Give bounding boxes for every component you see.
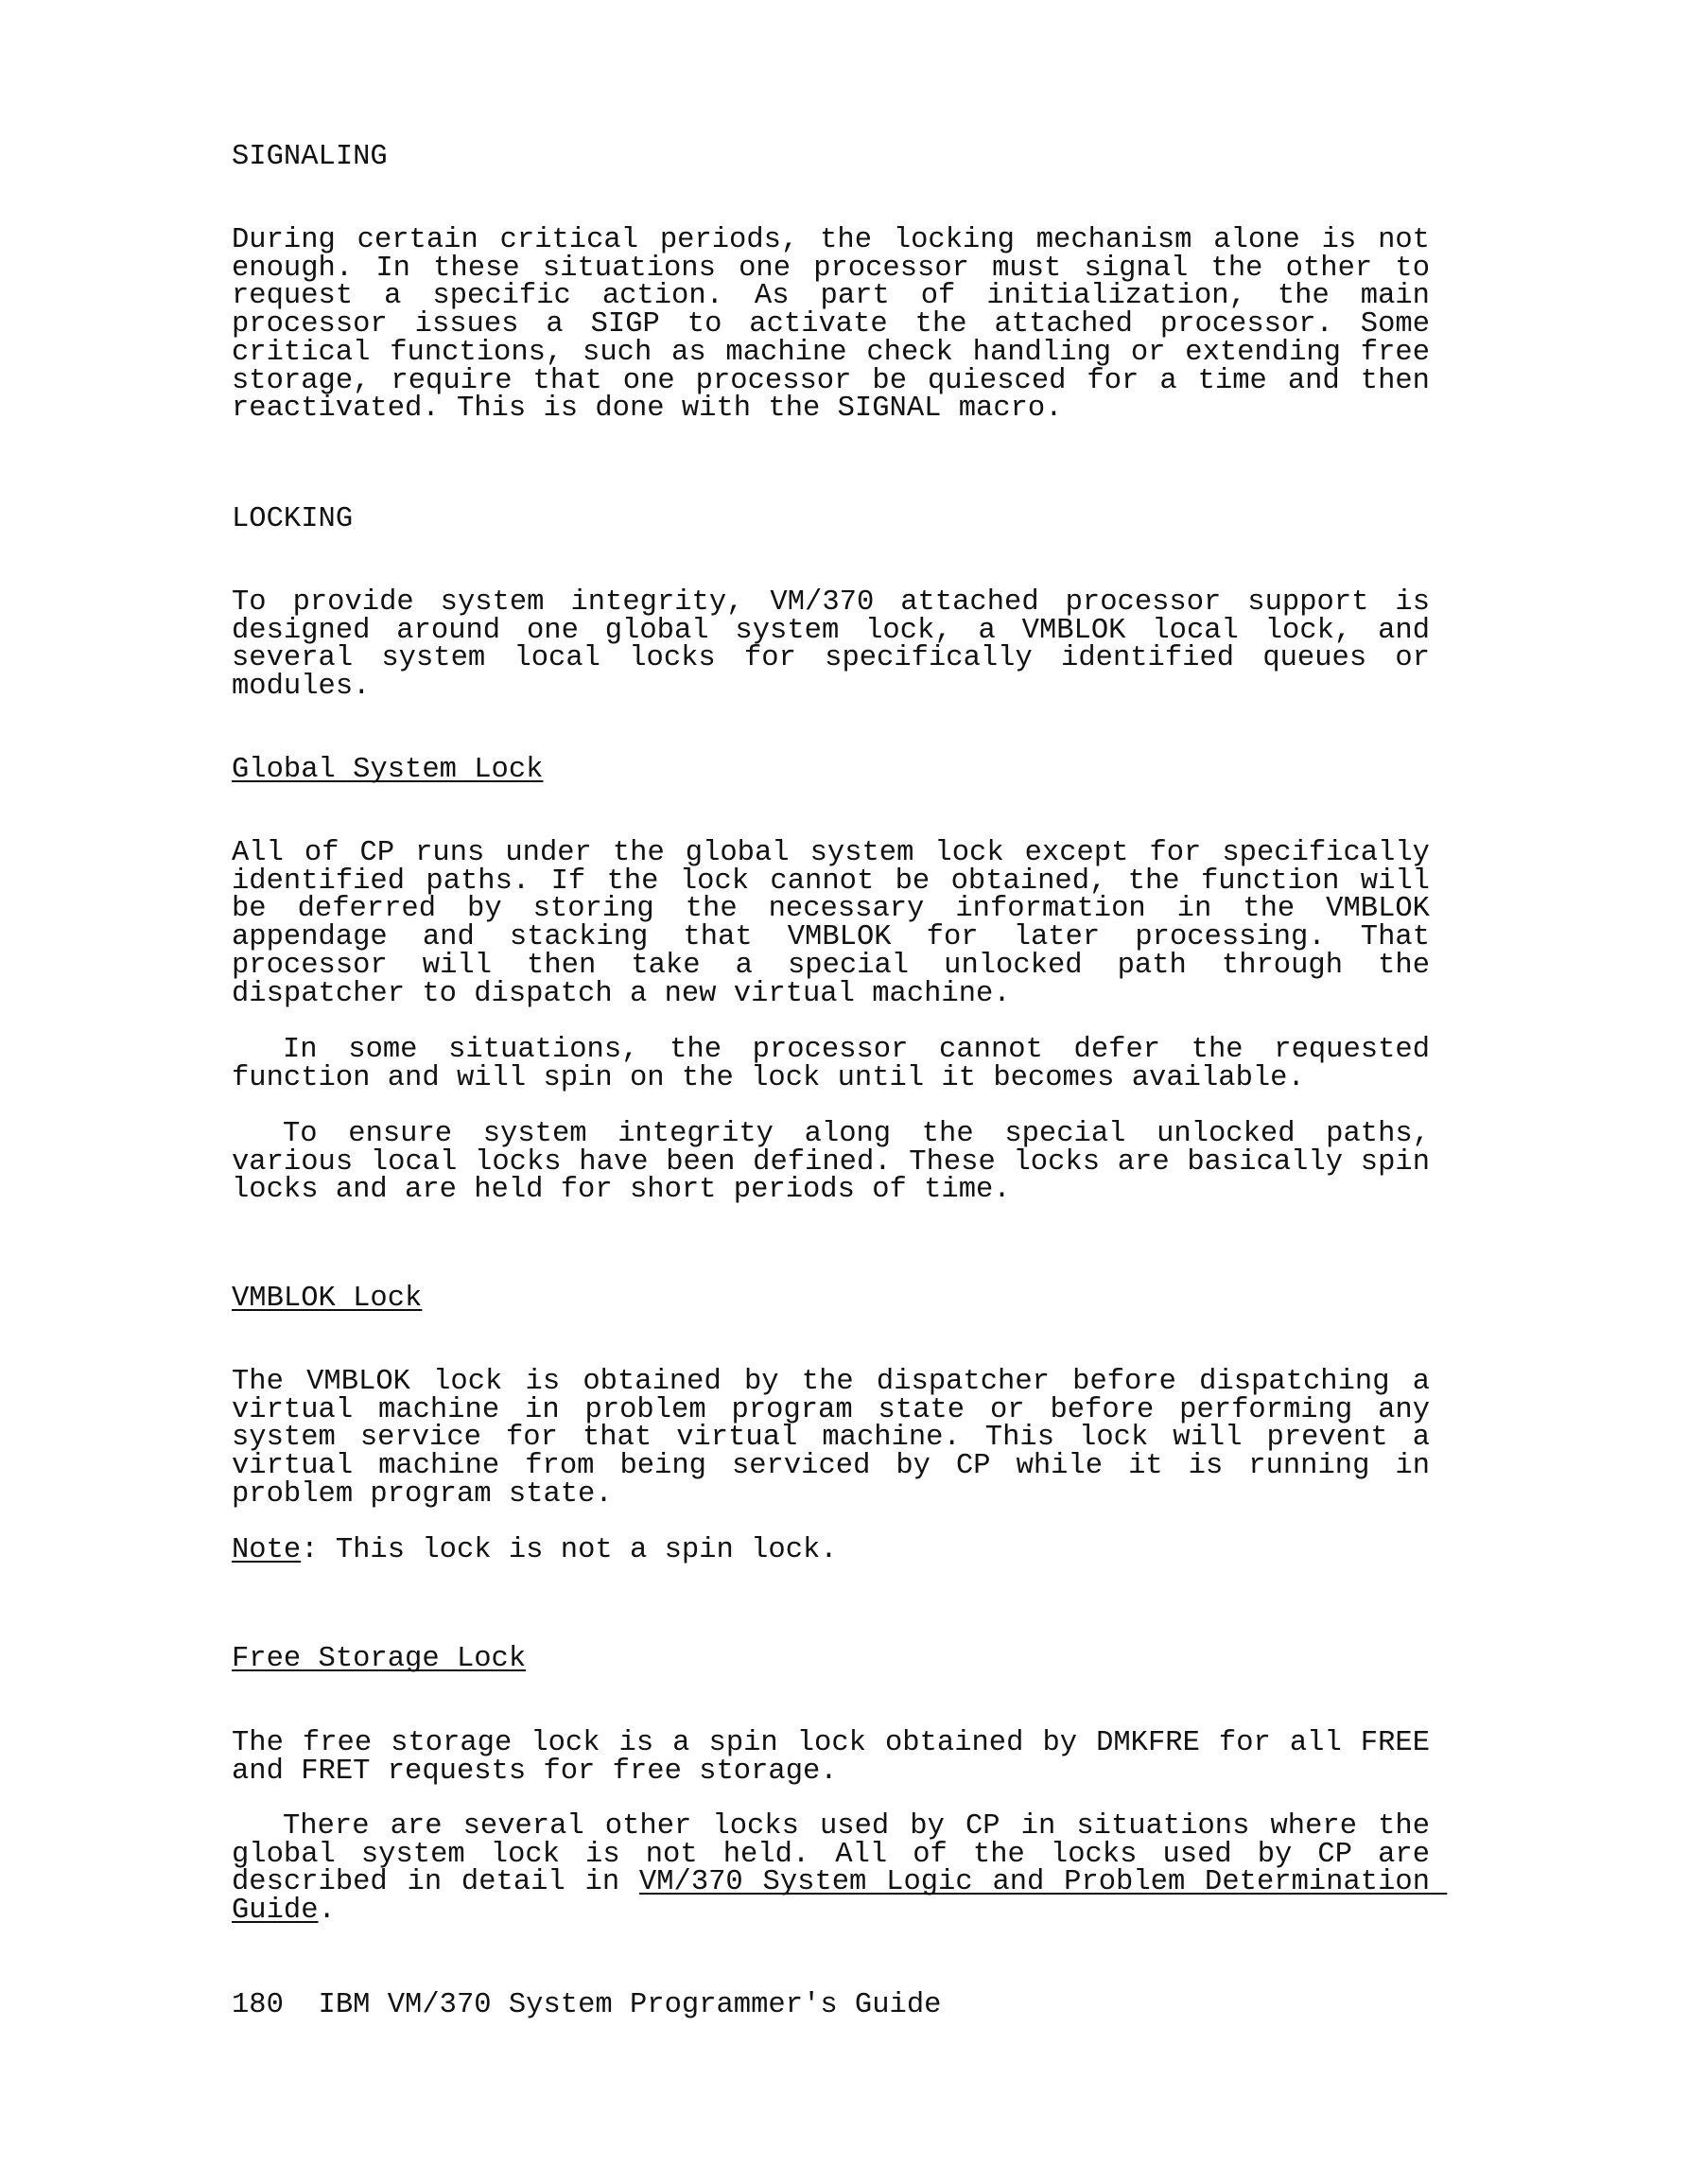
paragraph-free-storage-2-text: There are several other locks used by CP in situations where the global system lock is not held. All of the locks used by CP are described in detail in xyxy=(232,1810,1448,1899)
paragraph-global-lock-1: All of CP runs under the global system lock except for specifically identified paths. If the lock cannot be obtained, the function will be deferred by storing the necessary information in the VMBLOK appendage and stacking that VMBLOK for later processing. That processor will then take a special unlocked path through the dispatcher to dispatch a new virtual machine. xyxy=(232,837,1448,1010)
heading-vmblok-lock: VMBLOK Lock xyxy=(232,1283,423,1315)
paragraph-free-storage-2 xyxy=(232,1810,1448,1928)
paragraph-signaling-1: During certain critical periods, the locking mechanism alone is not enough. In these situations one processor must signal the other to request a specific action. As part of initialization, the main processor issues a SIGP to activate the attached processor. Some critical functions, such as machine check handling or extending free storage, require that one processor be quiesced for a time and then reactivated. This is done with the SIGNAL macro. xyxy=(232,224,1448,426)
footer-book-title: IBM VM/370 System Programmer's Guide xyxy=(318,1989,942,2021)
paragraph-global-lock-2: In some situations, the processor cannot defer the requested function and will spin on the lock until it becomes available. xyxy=(232,1034,1448,1094)
note-label: Note xyxy=(232,1534,302,1566)
document-page xyxy=(232,0,1452,2184)
paragraph-global-lock-3: To ensure system integrity along the special unlocked paths, various local locks have been defined. These locks are basically spin locks and are held for short periods of time. xyxy=(232,1118,1448,1207)
heading-signaling: SIGNALING xyxy=(232,141,388,173)
paragraph-locking-1: To provide system integrity, VM/370 attached processor support is designed around one global system lock, a VMBLOK local lock, and several system local locks for specifically identified queues or modules. xyxy=(232,586,1448,704)
heading-free-storage-lock: Free Storage Lock xyxy=(232,1643,527,1675)
heading-global-system-lock: Global System Lock xyxy=(232,754,544,786)
page-number: 180 xyxy=(232,1989,284,2021)
page-footer xyxy=(232,1989,942,2021)
paragraph-free-storage-2-end: . xyxy=(318,1895,336,1928)
paragraph-vmblok-lock-1: The VMBLOK lock is obtained by the dispatcher before dispatching a virtual machine in problem program state or before performing any system service for that virtual machine. This lock will prevent a virtual machine from being serviced by CP while it is running in problem program state. xyxy=(232,1366,1448,1511)
note-vmblok-lock xyxy=(232,1534,1430,1566)
book-title-reference: VM/370 System Logic and Problem Determination Guide xyxy=(232,1866,1448,1928)
heading-locking: LOCKING xyxy=(232,503,354,535)
note-text: : This lock is not a spin lock. xyxy=(301,1534,838,1566)
paragraph-free-storage-1: The free storage lock is a spin lock obtained by DMKFRE for all FREE and FRET requests for free storage. xyxy=(232,1727,1448,1788)
